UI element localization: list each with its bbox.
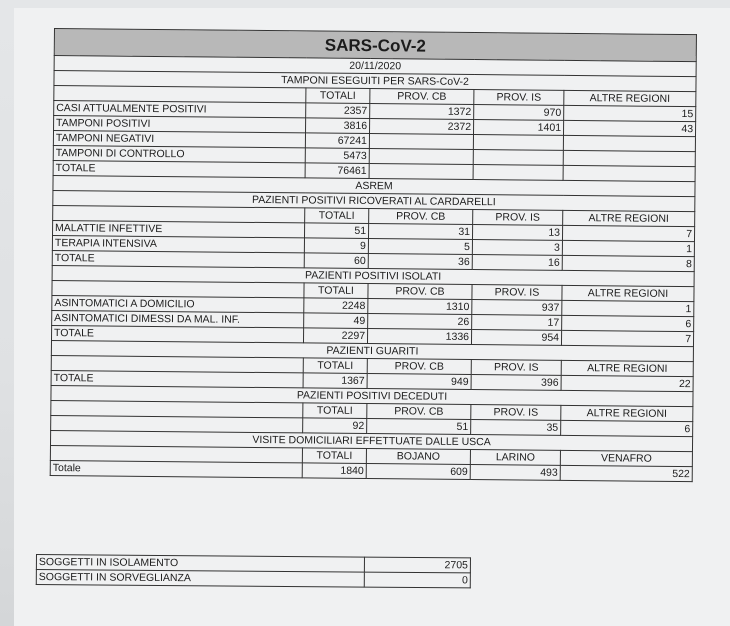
- cell-totali: 1840: [302, 463, 366, 479]
- cell-col4: 1: [562, 300, 694, 316]
- cell-col2: 31: [368, 224, 472, 240]
- cell-col4: 522: [560, 465, 692, 481]
- column-header: ALTRE REGIONI: [562, 285, 694, 301]
- cell-col4: [563, 150, 695, 166]
- isolation-label: SOGGETTI IN ISOLAMENTO: [36, 555, 364, 573]
- cell-totali: 3816: [306, 118, 370, 134]
- column-header: TOTALI: [306, 88, 370, 104]
- cell-totali: 2357: [306, 103, 370, 119]
- cell-totali: 5473: [305, 148, 369, 164]
- column-header: BOJANO: [366, 449, 470, 465]
- page-title: SARS-CoV-2: [54, 29, 696, 62]
- cell-col2: [369, 149, 473, 165]
- cell-col2: 26: [368, 314, 472, 330]
- cell-totali: 1367: [303, 373, 367, 389]
- usca-visits-section-title: VISITE DOMICILIARI EFFETTUATE DALLE USCA: [50, 430, 692, 451]
- cell-col4: 7: [561, 330, 693, 346]
- cell-col3: 13: [472, 225, 562, 241]
- cell-totali: 92: [303, 418, 367, 434]
- row-label: MALATTIE INFETTIVE: [53, 220, 305, 237]
- cell-col2: 1310: [368, 299, 472, 315]
- cell-col2: [369, 164, 473, 180]
- cell-col3: 970: [474, 105, 564, 121]
- row-label: TOTALE: [51, 370, 303, 387]
- row-label: TOTALE: [52, 250, 304, 267]
- cell-col2: 2372: [370, 119, 474, 135]
- column-header: TOTALI: [305, 208, 369, 224]
- cell-col3: [473, 165, 563, 181]
- column-header: TOTALI: [303, 358, 367, 374]
- column-header: PROV. CB: [369, 209, 473, 225]
- column-header: ALTRE REGIONI: [563, 210, 695, 226]
- cell-col2: 51: [367, 419, 471, 435]
- column-header: PROV. CB: [367, 359, 471, 375]
- hospitalized-section-title: PAZIENTI POSITIVI RICOVERATI AL CARDARELLI: [53, 190, 695, 211]
- report-table: [50, 28, 697, 482]
- report-table-body: [50, 29, 696, 482]
- cell-totali: 60: [304, 253, 368, 269]
- asrem-label: ASREM: [53, 175, 695, 196]
- cell-totali: 67241: [305, 133, 369, 149]
- cell-col4: [563, 165, 695, 181]
- cell-totali: 76461: [305, 163, 369, 179]
- cell-totali: 49: [304, 313, 368, 329]
- cell-col2: 609: [366, 464, 470, 480]
- isolation-box: [36, 554, 471, 588]
- cell-col3: 493: [470, 465, 560, 481]
- row-label: ASINTOMATICI DIMESSI DA MAL. INF.: [52, 310, 304, 327]
- report-date: 20/11/2020: [54, 56, 696, 77]
- column-header: PROV. CB: [370, 89, 474, 105]
- row-label: CASI ATTUALMENTE POSITIVI: [54, 101, 306, 118]
- column-header: ALTRE REGIONI: [564, 90, 696, 106]
- recovered-section-title: PAZIENTI GUARITI: [51, 340, 693, 361]
- cell-col2: 1372: [370, 104, 474, 120]
- row-label: TERAPIA INTENSIVA: [52, 235, 304, 252]
- table-row: [36, 570, 470, 588]
- cell-col2: [369, 134, 473, 150]
- cell-totali: 51: [304, 223, 368, 239]
- column-header: PROV. IS: [471, 405, 561, 421]
- cell-col3: 937: [472, 300, 562, 316]
- row-label: TAMPONI NEGATIVI: [53, 131, 305, 148]
- row-label: TOTALE: [52, 325, 304, 342]
- cell-col3: 3: [472, 240, 562, 256]
- column-header: TOTALI: [304, 283, 368, 299]
- column-header: PROV. IS: [474, 90, 564, 106]
- cell-col3: 17: [472, 315, 562, 331]
- column-header: PROV. IS: [473, 210, 563, 226]
- deceased-section-title: PAZIENTI POSITIVI DECEDUTI: [51, 385, 693, 406]
- report-sheet: [50, 28, 698, 482]
- column-header: TOTALI: [303, 403, 367, 419]
- row-label: Totale: [50, 460, 302, 477]
- tests-section-title: TAMPONI ESEGUITI PER SARS-CoV-2: [54, 71, 696, 92]
- cell-col4: [563, 135, 695, 151]
- isolation-table: [36, 554, 471, 588]
- cell-totali: 2297: [303, 328, 367, 344]
- row-label: TAMPONI DI CONTROLLO: [53, 145, 305, 162]
- cell-col3: 954: [471, 330, 561, 346]
- surveillance-label: SOGGETTI IN SORVEGLIANZA: [36, 570, 364, 588]
- column-header: TOTALI: [302, 448, 366, 464]
- column-header: ALTRE REGIONI: [561, 405, 693, 421]
- cell-col3: 396: [471, 375, 561, 391]
- cell-col4: 7: [562, 225, 694, 241]
- cell-col4: 6: [562, 315, 694, 331]
- row-label: ASINTOMATICI A DOMICILIO: [52, 295, 304, 312]
- cell-col4: 8: [562, 255, 694, 271]
- cell-col2: 36: [368, 254, 472, 270]
- row-label: TAMPONI POSITIVI: [54, 116, 306, 133]
- cell-col2: 949: [367, 374, 471, 390]
- cell-col3: 1401: [473, 120, 563, 136]
- cell-col3: [473, 150, 563, 166]
- row-label: TOTALE: [53, 160, 305, 177]
- cell-col4: 22: [561, 375, 693, 391]
- cell-col3: 35: [471, 420, 561, 436]
- cell-totali: 9: [304, 238, 368, 254]
- cell-col4: 6: [561, 420, 693, 436]
- cell-totali: 2248: [304, 298, 368, 314]
- cell-col4: 15: [564, 105, 696, 121]
- surveillance-value: 0: [364, 572, 470, 588]
- column-header: VENAFRO: [560, 450, 692, 466]
- column-header: PROV. IS: [471, 360, 561, 376]
- cell-col2: 1336: [367, 329, 471, 345]
- column-header: PROV. CB: [368, 284, 472, 300]
- cell-col3: [473, 135, 563, 151]
- isolation-value: 2705: [364, 557, 470, 573]
- cell-col4: 1: [562, 240, 694, 256]
- column-header: ALTRE REGIONI: [561, 360, 693, 376]
- cell-col2: 5: [368, 239, 472, 255]
- cell-col4: 43: [563, 120, 695, 136]
- column-header: PROV. IS: [472, 285, 562, 301]
- cell-col3: 16: [472, 255, 562, 271]
- column-header: LARINO: [470, 450, 560, 466]
- column-header: PROV. CB: [367, 404, 471, 420]
- isolated-section-title: PAZIENTI POSITIVI ISOLATI: [52, 265, 694, 286]
